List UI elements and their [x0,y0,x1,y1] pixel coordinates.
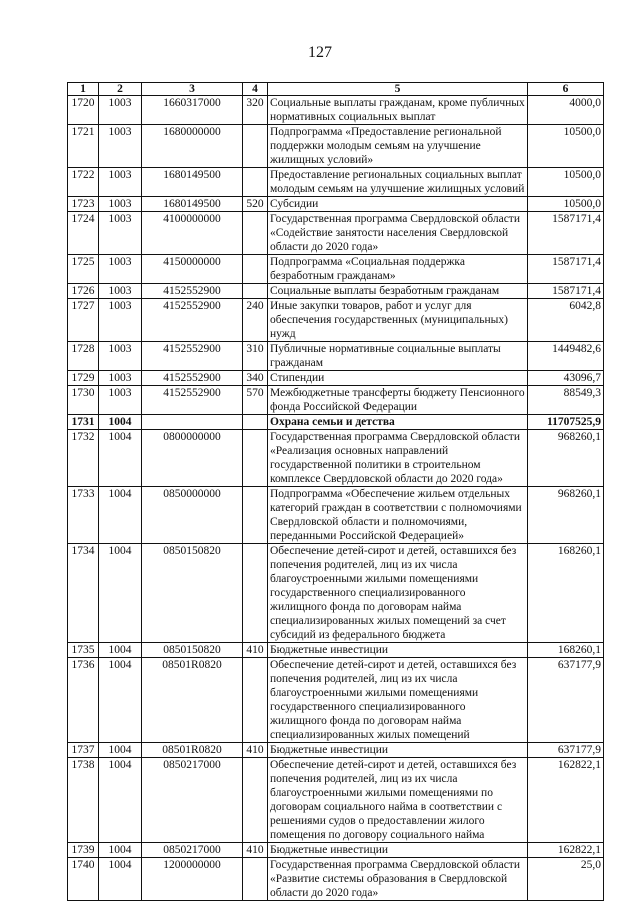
row-number-cell: 1738 [68,758,99,843]
description-cell: Бюджетные инвестиции [268,643,528,658]
column-header: 4 [243,83,268,96]
description-cell: Бюджетные инвестиции [268,743,528,758]
expense-type-cell [243,255,268,284]
row-number-cell: 1724 [68,212,99,255]
description-cell: Межбюджетные трансферты бюджету Пенсионного фонда Российской Федерации [268,386,528,415]
amount-cell: 1587171,4 [528,255,604,284]
header-row [68,83,604,96]
description-cell: Публичные нормативные социальные выплаты гражданам [268,342,528,371]
expense-type-cell [243,430,268,487]
row-number-cell: 1733 [68,487,99,544]
amount-cell: 637177,9 [528,743,604,758]
amount-cell: 10500,0 [528,197,604,212]
table-row [68,96,604,125]
section-code-cell: 1004 [99,658,142,743]
expense-type-cell [243,487,268,544]
section-code-cell: 1004 [99,743,142,758]
table-row [68,858,604,901]
section-code-cell: 1004 [99,430,142,487]
target-article-cell: 0850217000 [142,843,243,858]
row-number-cell: 1725 [68,255,99,284]
section-code-cell: 1003 [99,197,142,212]
target-article-cell: 4152552900 [142,371,243,386]
section-code-cell: 1003 [99,168,142,197]
expense-type-cell: 320 [243,96,268,125]
section-code-cell: 1004 [99,643,142,658]
target-article-cell: 1680149500 [142,197,243,212]
section-code-cell: 1004 [99,544,142,643]
amount-cell: 162822,1 [528,758,604,843]
description-cell: Стипендии [268,371,528,386]
section-code-cell: 1004 [99,858,142,901]
amount-cell: 637177,9 [528,658,604,743]
table-row [68,342,604,371]
target-article-cell: 0850150820 [142,544,243,643]
table-row [68,168,604,197]
section-code-cell: 1003 [99,255,142,284]
section-code-cell: 1004 [99,487,142,544]
target-article-cell: 4152552900 [142,386,243,415]
target-article-cell: 1680149500 [142,168,243,197]
description-cell: Социальные выплаты безработным гражданам [268,284,528,299]
section-code-cell: 1003 [99,96,142,125]
expense-type-cell [243,212,268,255]
amount-cell: 168260,1 [528,643,604,658]
row-number-cell: 1735 [68,643,99,658]
section-code-cell: 1004 [99,415,142,430]
section-code-cell: 1003 [99,212,142,255]
table-row [68,212,604,255]
expense-type-cell [243,658,268,743]
target-article-cell: 0850000000 [142,487,243,544]
target-article-cell: 0850150820 [142,643,243,658]
table-row [68,643,604,658]
target-article-cell: 0800000000 [142,430,243,487]
row-number-cell: 1723 [68,197,99,212]
amount-cell: 11707525,9 [528,415,604,430]
section-code-cell: 1004 [99,758,142,843]
expense-type-cell: 340 [243,371,268,386]
row-number-cell: 1727 [68,299,99,342]
section-code-cell: 1003 [99,342,142,371]
expense-type-cell [243,284,268,299]
table-row [68,197,604,212]
expense-type-cell: 240 [243,299,268,342]
amount-cell: 43096,7 [528,371,604,386]
description-cell: Обеспечение детей-сирот и детей, оставшихся без попечения родителей, лиц из их числа благоустроенными жилыми помещениями по договорам социального найма в соответствии с решениями судов о предоставлении жилого помещения по договору социального найма [268,758,528,843]
amount-cell: 10500,0 [528,168,604,197]
row-number-cell: 1722 [68,168,99,197]
column-header: 3 [142,83,243,96]
target-article-cell: 08501R0820 [142,658,243,743]
amount-cell: 968260,1 [528,487,604,544]
amount-cell: 4000,0 [528,96,604,125]
description-cell: Государственная программа Свердловской области «Содействие занятости населения Свердловской области до 2020 года» [268,212,528,255]
row-number-cell: 1736 [68,658,99,743]
expense-type-cell: 410 [243,643,268,658]
expense-type-cell [243,415,268,430]
section-code-cell: 1004 [99,843,142,858]
description-cell: Бюджетные инвестиции [268,843,528,858]
section-code-cell: 1003 [99,386,142,415]
description-cell: Обеспечение детей-сирот и детей, оставшихся без попечения родителей, лиц из их числа благоустроенными жилыми помещениями государственного специализированного жилищного фонда по договорам найма специализированных жилых помещений [268,658,528,743]
amount-cell: 1587171,4 [528,212,604,255]
table-row [68,487,604,544]
row-number-cell: 1731 [68,415,99,430]
target-article-cell: 4152552900 [142,299,243,342]
description-cell: Государственная программа Свердловской области «Реализация основных направлений государственной политики в строительном комплексе Свердловской области до 2020 года» [268,430,528,487]
description-cell: Субсидии [268,197,528,212]
table-row [68,758,604,843]
description-cell: Обеспечение детей-сирот и детей, оставшихся без попечения родителей, лиц из их числа благоустроенными жилыми помещениями государственного специализированного жилищного фонда по договорам найма специализированных жилых помещений за счет субсидий из федерального бюджета [268,544,528,643]
target-article-cell [142,415,243,430]
description-cell: Государственная программа Свердловской области «Развитие системы образования в Свердловской области до 2020 года» [268,858,528,901]
target-article-cell: 4100000000 [142,212,243,255]
target-article-cell: 1200000000 [142,858,243,901]
target-article-cell: 4150000000 [142,255,243,284]
column-header: 2 [99,83,142,96]
row-number-cell: 1730 [68,386,99,415]
table-row [68,255,604,284]
target-article-cell: 08501R0820 [142,743,243,758]
table-row [68,125,604,168]
expense-type-cell [243,544,268,643]
column-header: 1 [68,83,99,96]
amount-cell: 162822,1 [528,843,604,858]
target-article-cell: 4152552900 [142,284,243,299]
expense-type-cell: 410 [243,843,268,858]
page-number: 127 [308,44,332,61]
table-row [68,430,604,487]
table-row [68,299,604,342]
target-article-cell: 1660317000 [142,96,243,125]
table-row [68,415,604,430]
table-body [68,96,604,901]
row-number-cell: 1740 [68,858,99,901]
amount-cell: 6042,8 [528,299,604,342]
column-header: 5 [268,83,528,96]
section-code-cell: 1003 [99,284,142,299]
target-article-cell: 4152552900 [142,342,243,371]
table-row [68,544,604,643]
table-row [68,843,604,858]
expense-type-cell [243,168,268,197]
description-cell: Подпрограмма «Предоставление региональной поддержки молодым семьям на улучшение жилищных условий» [268,125,528,168]
table-row [68,658,604,743]
column-header: 6 [528,83,604,96]
description-cell: Подпрограмма «Обеспечение жильем отдельных категорий граждан в соответствии с полномочиями Свердловской области и полномочиями, переданными Российской Федерацией» [268,487,528,544]
amount-cell: 168260,1 [528,544,604,643]
section-code-cell: 1003 [99,125,142,168]
row-number-cell: 1734 [68,544,99,643]
row-number-cell: 1729 [68,371,99,386]
section-code-cell: 1003 [99,371,142,386]
description-cell: Предоставление региональных социальных выплат молодым семьям на улучшение жилищных условий [268,168,528,197]
table-row [68,371,604,386]
amount-cell: 25,0 [528,858,604,901]
section-code-cell: 1003 [99,299,142,342]
amount-cell: 1587171,4 [528,284,604,299]
row-number-cell: 1739 [68,843,99,858]
description-cell: Иные закупки товаров, работ и услуг для обеспечения государственных (муниципальных) нужд [268,299,528,342]
expense-type-cell: 310 [243,342,268,371]
row-number-cell: 1720 [68,96,99,125]
table-row [68,386,604,415]
description-cell: Социальные выплаты гражданам, кроме публичных нормативных социальных выплат [268,96,528,125]
row-number-cell: 1737 [68,743,99,758]
budget-table [67,82,604,901]
expense-type-cell [243,125,268,168]
target-article-cell: 1680000000 [142,125,243,168]
expense-type-cell [243,758,268,843]
row-number-cell: 1721 [68,125,99,168]
description-cell: Подпрограмма «Социальная поддержка безработным гражданам» [268,255,528,284]
expense-type-cell: 520 [243,197,268,212]
description-cell: Охрана семьи и детства [268,415,528,430]
amount-cell: 968260,1 [528,430,604,487]
row-number-cell: 1726 [68,284,99,299]
target-article-cell: 0850217000 [142,758,243,843]
row-number-cell: 1728 [68,342,99,371]
table-row [68,743,604,758]
expense-type-cell: 570 [243,386,268,415]
row-number-cell: 1732 [68,430,99,487]
amount-cell: 88549,3 [528,386,604,415]
expense-type-cell: 410 [243,743,268,758]
expense-type-cell [243,858,268,901]
amount-cell: 1449482,6 [528,342,604,371]
table-row [68,284,604,299]
amount-cell: 10500,0 [528,125,604,168]
